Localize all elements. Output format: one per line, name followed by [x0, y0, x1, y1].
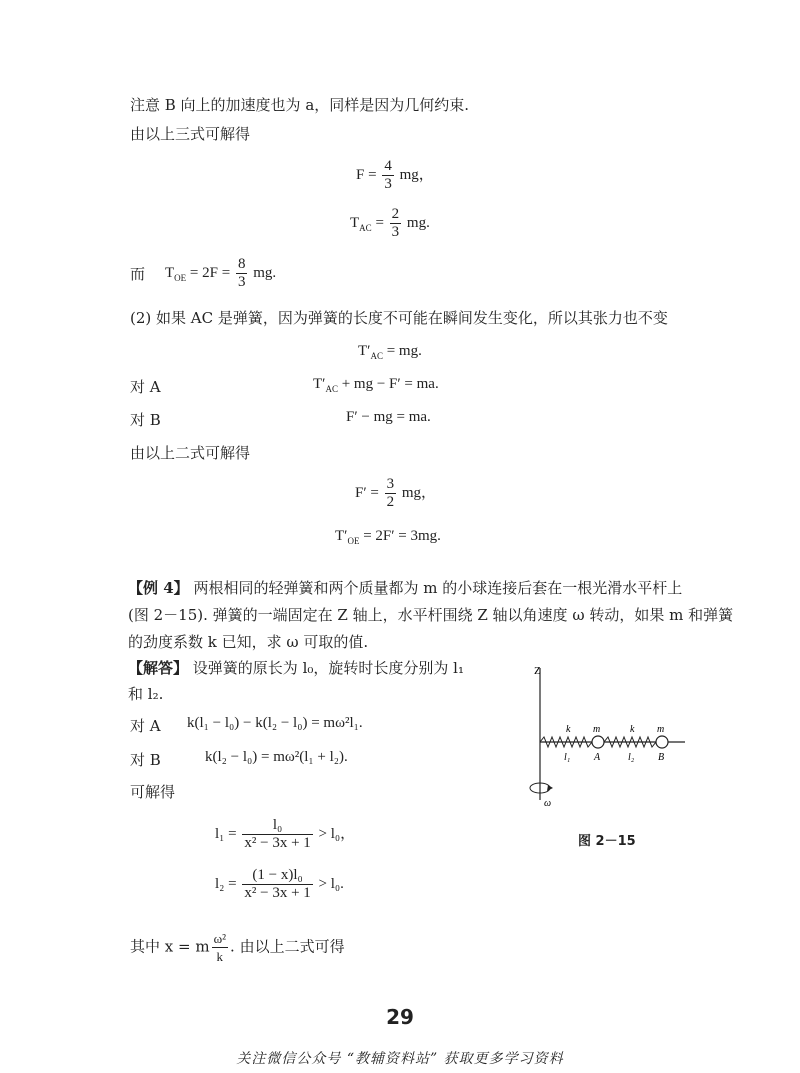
label-A: A — [594, 752, 601, 763]
equation-l1 — [215, 817, 355, 852]
equation-sol-B: k(l₂ − l₀) = mω²(l₁ + l₂). — [205, 749, 348, 765]
fraction — [242, 867, 312, 902]
fraction — [242, 817, 312, 852]
eq-equals: = — [375, 214, 384, 231]
text-line-solve-three: 由以上三式可解得 — [130, 125, 251, 143]
solution-line-2: 和 l₂. — [128, 685, 164, 703]
eq-rhs: mg. — [253, 264, 277, 281]
final-suffix: . 由以上二式可得 — [230, 937, 345, 956]
equation-l2 — [215, 867, 344, 902]
numerator: 8 — [237, 256, 246, 272]
eq-lhs: T — [350, 214, 360, 231]
eq-lhs: l₁ = — [215, 825, 237, 842]
text-final — [130, 930, 345, 965]
eq-subscript: AC — [325, 384, 338, 394]
eq-lhs: T′ — [358, 343, 371, 359]
label-k1: k — [566, 724, 571, 735]
fraction — [385, 476, 397, 511]
text-sol-dui-b: 对 B — [130, 751, 161, 769]
page-number: 29 — [386, 1005, 414, 1029]
denominator: x² − 3x + 1 — [244, 885, 311, 901]
fraction — [212, 930, 228, 965]
equation-A — [313, 376, 439, 394]
solution-tag: 【解答】 — [128, 659, 189, 677]
denominator: 3 — [384, 176, 392, 192]
example-line-2: (图 2－15). 弹簧的一端固定在 Z 轴上，水平杆围绕 Z 轴以角速度 ω 转动，如果 m 和弹簧 — [128, 606, 734, 624]
solution-line-1 — [128, 658, 464, 678]
eq-lhs: T′ — [335, 528, 348, 544]
rotation-arrowhead — [547, 785, 553, 791]
eq-subscript: OE — [174, 272, 187, 283]
ball-A — [592, 736, 604, 748]
numerator: (1 − x)l₀ — [242, 867, 312, 885]
eq-rhs: mg. — [406, 214, 430, 231]
text-dui-b: 对 B — [130, 411, 161, 429]
equation-Fp — [355, 476, 436, 511]
text-dui-a: 对 A — [130, 378, 161, 396]
footer-note: 关注微信公众号 “教辅资料站” 获取更多学习资料 — [236, 1051, 564, 1067]
equation-sol-A: k(l₁ − l₀) − k(l₂ − l₀) = mω²l₁. — [187, 715, 363, 731]
eq-subscript: AC — [359, 222, 372, 233]
eq-rhs: = mg. — [386, 343, 422, 359]
eq-lhs: F = — [356, 166, 377, 183]
example-line-3: 的劲度系数 k 已知，求 ω 可取的值. — [128, 633, 369, 651]
text-sol-dui-a: 对 A — [130, 717, 161, 735]
denominator: 3 — [237, 274, 246, 290]
eq-lhs: T′ — [313, 376, 326, 392]
numerator: l₀ — [242, 817, 312, 835]
equation-F — [356, 158, 434, 193]
numerator: 3 — [386, 476, 395, 492]
eq-rhs: + mg − F′ = ma. — [341, 376, 439, 392]
label-l2: l₂ — [628, 752, 635, 763]
denominator: 3 — [391, 224, 400, 240]
label-m1: m — [593, 724, 601, 735]
label-k2: k — [630, 724, 635, 735]
denominator: 2 — [386, 494, 395, 510]
fraction — [236, 256, 248, 291]
text-line-solve-two: 由以上二式可解得 — [130, 444, 251, 462]
ball-B — [656, 736, 668, 748]
text-line-constraint: 注意 B 向上的加速度也为 a，同样是因为几何约束. — [130, 96, 470, 114]
label-l1: l₁ — [564, 752, 571, 763]
numerator: 2 — [391, 206, 400, 222]
text-er: 而 — [130, 265, 146, 283]
eq-mid: = 2F = — [189, 264, 231, 281]
equation-TpOE — [335, 528, 441, 546]
eq-lhs: F′ = — [355, 484, 379, 501]
denominator: k — [216, 949, 224, 964]
label-m2: m — [657, 724, 665, 735]
eq-rhs: > l₀. — [318, 875, 344, 892]
equation-TpAC — [358, 343, 422, 361]
figure-caption: 图 2－15 — [578, 834, 636, 849]
eq-rhs: mg， — [399, 166, 434, 183]
fraction — [390, 206, 402, 241]
final-prefix: 其中 x = m — [130, 937, 210, 956]
z-label: Z — [534, 665, 541, 677]
example-tag: 【例 4】 — [128, 579, 189, 597]
numerator: 4 — [384, 158, 392, 174]
denominator: x² − 3x + 1 — [244, 835, 311, 851]
solution-text: 设弹簧的原长为 l₀，旋转时长度分别为 l₁ — [192, 659, 464, 677]
fraction — [382, 158, 394, 193]
example-text: 两根相同的轻弹簧和两个质量都为 m 的小球连接后套在一根光滑水平杆上 — [193, 579, 683, 597]
text-line-part2: (2) 如果 AC 是弹簧，因为弹簧的长度不可能在瞬间发生变化，所以其张力也不变 — [130, 309, 668, 327]
eq-lhs: T — [165, 264, 175, 281]
numerator: ω² — [213, 931, 227, 946]
figure-spring-system — [520, 660, 720, 820]
omega-label: ω — [544, 798, 552, 809]
equation-B: F′ − mg = ma. — [346, 409, 431, 425]
eq-rhs: > l₀， — [318, 825, 356, 842]
eq-lhs: l₂ = — [215, 875, 237, 892]
equation-TAC — [350, 206, 430, 241]
text-solvable: 可解得 — [130, 783, 176, 801]
eq-rhs: mg， — [401, 484, 437, 501]
label-B: B — [658, 752, 665, 763]
equation-TOE — [165, 256, 276, 291]
eq-rhs: = 2F′ = 3mg. — [363, 528, 441, 544]
eq-subscript: AC — [370, 351, 383, 361]
eq-subscript: OE — [347, 536, 360, 546]
example-line-1 — [128, 578, 682, 598]
